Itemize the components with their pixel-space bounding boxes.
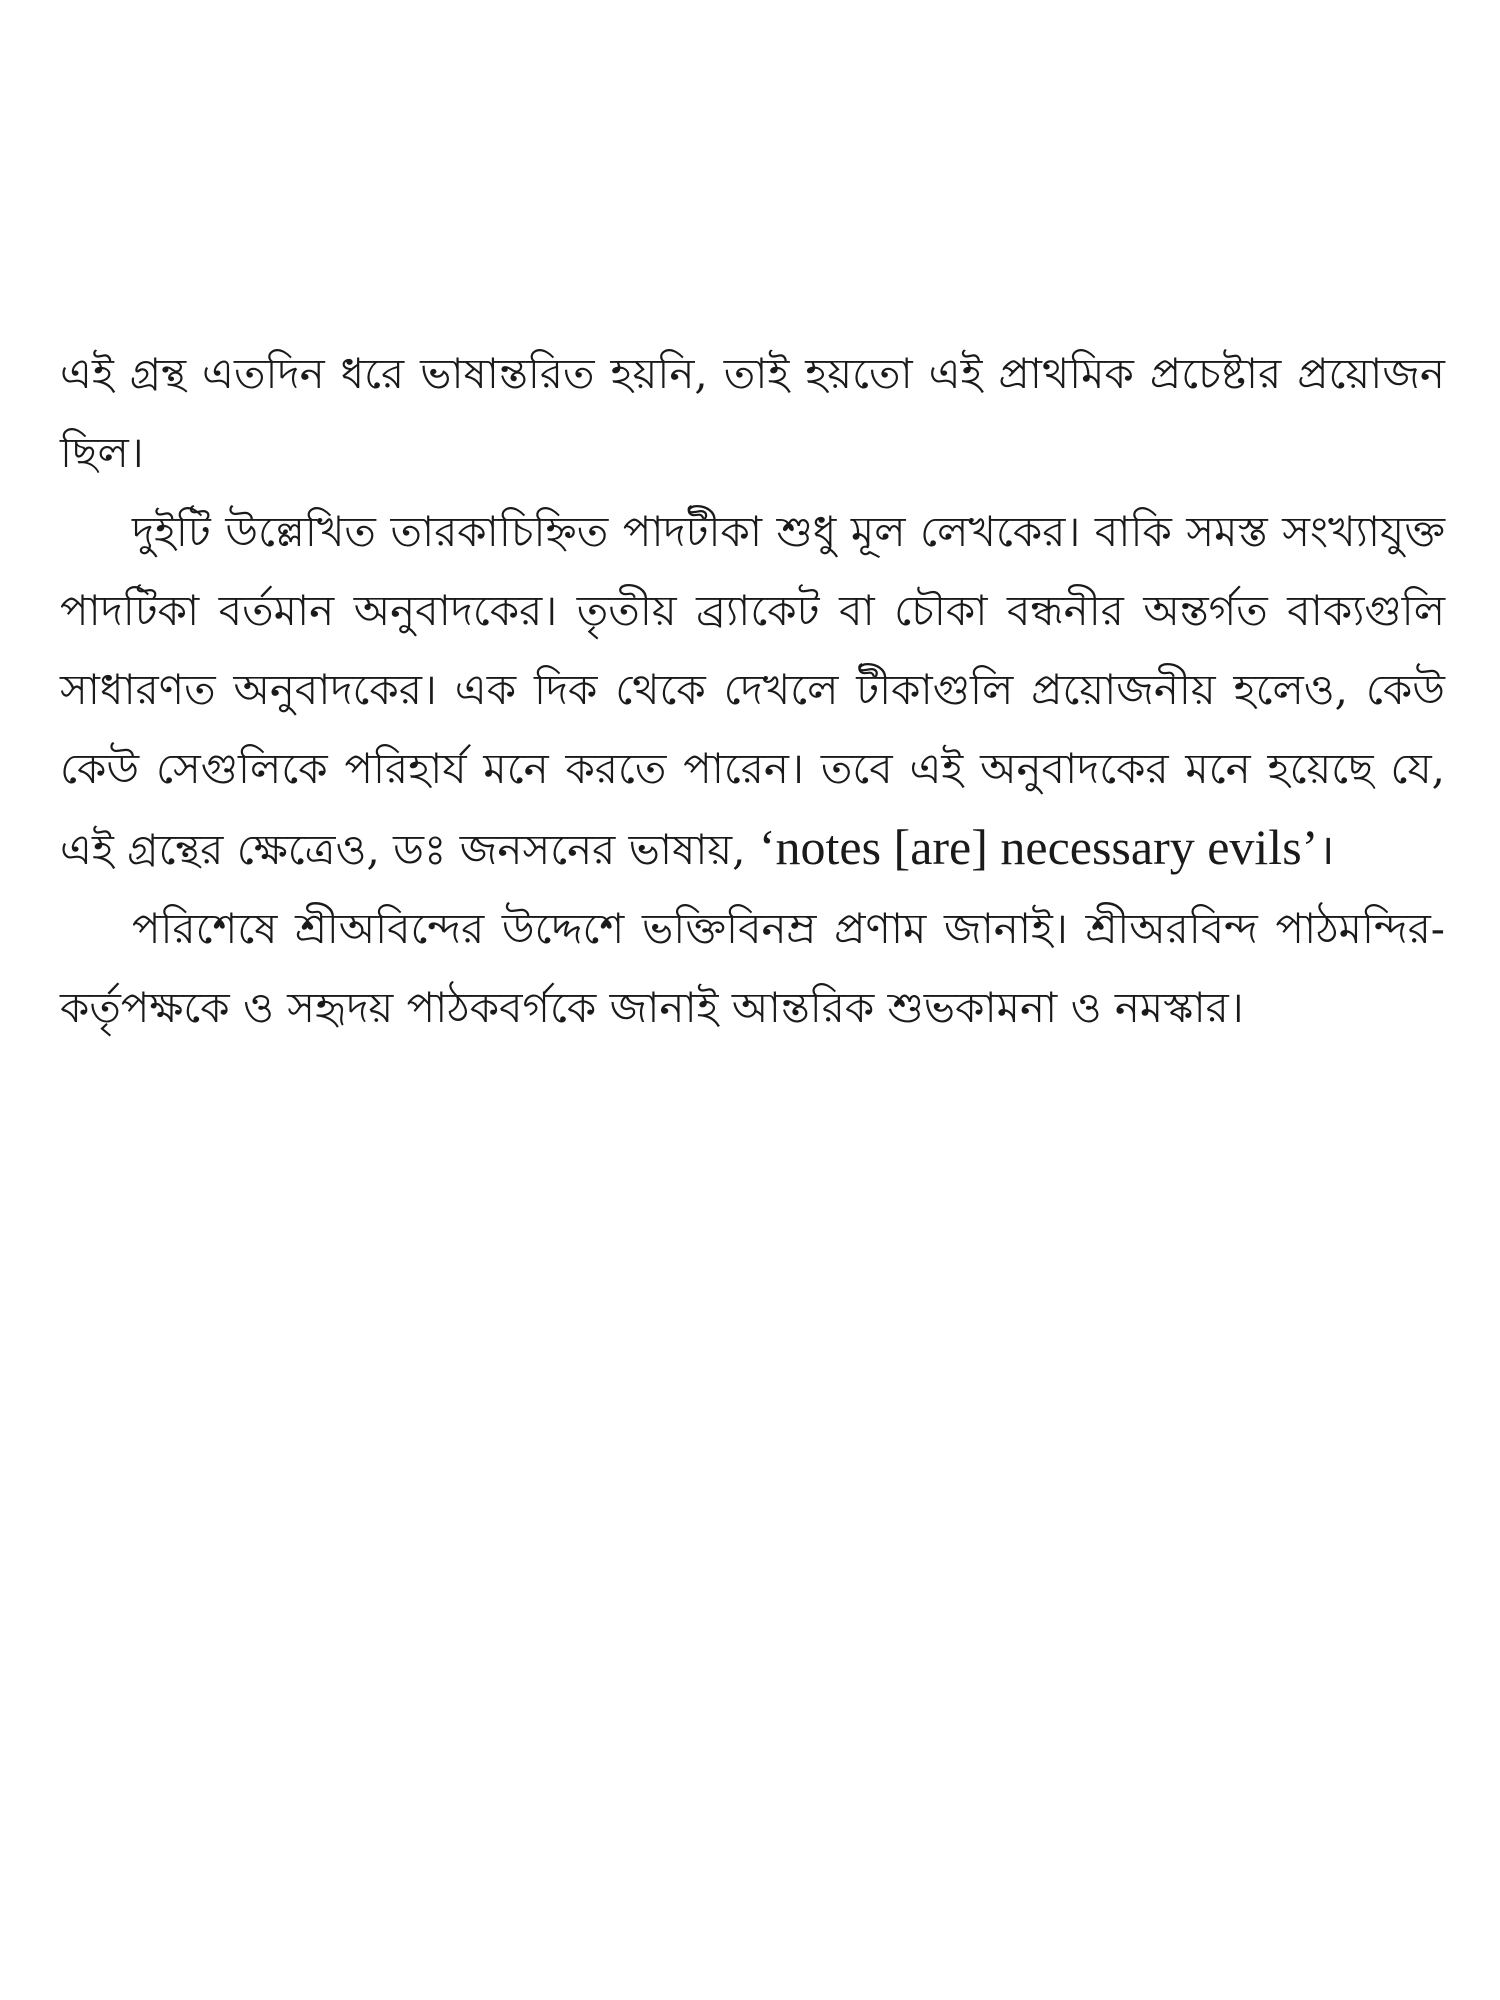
paragraph-1-text: এই গ্রন্থ এতদিন ধরে ভাষান্তরিত হয়নি, তাই হয়তো এই প্রাথমিক প্রচেষ্টার প্রয়োজন ছিল। (60, 349, 1445, 477)
paragraph-2-text: দুইটি উল্লেখিত তারকাচিহ্নিত পাদটীকা শুধু মূল লেখকের। বাকি সমস্ত সংখ্যাযুক্ত পাদটিকা বর্তমান অনুবাদকের। তৃতীয় ব্র্যাকেট বা চৌকা বন্ধনীর অন্তর্গত বাক্যগুলি সাধারণত অনুবাদকের। এক দিক থেকে দেখলে টীকাগুলি প্রয়োজনীয় হলেও, কেউ কেউ সেগুলিকে পরিহার্য মনে করতে পারেন। তবে এই অনুবাদকের মনে হয়েছে যে, এই গ্রন্থের ক্ষেত্রেও, ডঃ জনসনের ভাষায়, (60, 507, 1445, 874)
paragraph-3 (60, 889, 1445, 1047)
english-quote: ‘notes [are] necessary evils’ (758, 819, 1319, 875)
paragraph-2 (60, 492, 1445, 889)
body-text (60, 334, 1445, 1047)
paragraph-1 (60, 334, 1445, 492)
paragraph-3-text: পরিশেষে শ্রীঅবিন্দের উদ্দেশে ভক্তিবিনম্র প্রণাম জানাই। শ্রীঅরবিন্দ পাঠমন্দির-কর্তৃপক্ষকে ও সহৃদয় পাঠকবর্গকে জানাই আন্তরিক শুভকামনা ও নমস্কার। (60, 904, 1445, 1032)
paragraph-2-end: । (1318, 825, 1335, 874)
